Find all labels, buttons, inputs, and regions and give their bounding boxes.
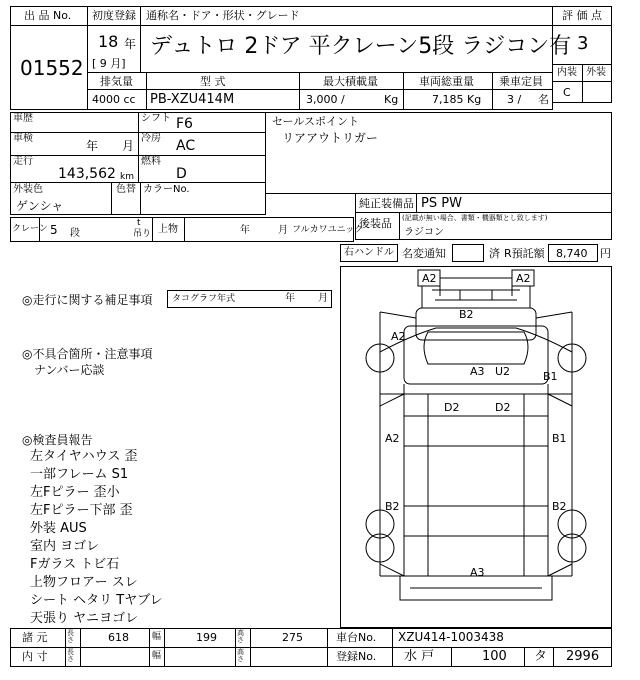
recycle-amount: 8,740 <box>556 247 588 260</box>
inspector-item: Fガラス トビ石 <box>30 557 120 572</box>
score-label: 評 価 点 <box>562 9 602 22</box>
sales-point-label: セールスポイント <box>272 115 360 128</box>
capacity-label: 乗車定員 <box>499 75 543 88</box>
right-hand-label: 右ハンドル <box>344 247 394 258</box>
score: 3 <box>577 33 589 54</box>
tachograph-year-unit: 年 <box>285 293 295 304</box>
chassis-label: 車台No. <box>336 631 377 644</box>
reg-month: [ 9 月] <box>92 57 126 70</box>
interior-dims-label: 内 寸 <box>22 650 48 663</box>
inspection-label: 車検 <box>13 133 33 144</box>
driving-notes-label: ◎走行に関する補足事項 <box>22 293 153 307</box>
int-length-cell <box>80 647 150 667</box>
name-change-label: 名変通知 <box>402 247 446 260</box>
length: 618 <box>108 631 129 644</box>
upper-month-unit: 月 <box>278 225 288 236</box>
plate-label: 登録No. <box>336 650 377 663</box>
gross-weight: 7,185 Kg <box>432 93 482 106</box>
damage-mark: A2 <box>385 432 400 445</box>
aftermarket-note: (記載が無い場合、書類・機器類とし致します) <box>402 214 548 222</box>
interior-grade: C <box>563 86 571 99</box>
inspector-item: シート ヘタリ Tヤブレ <box>30 593 163 608</box>
vehicle-damage-diagram <box>340 266 612 628</box>
int-height-cell <box>250 647 328 667</box>
ext-color: ゲンシャ <box>16 199 64 213</box>
dims-label: 諸 元 <box>22 631 48 644</box>
ac: AC <box>176 138 196 154</box>
fuel-label: 燃料 <box>141 156 161 167</box>
recycle-unit: 円 <box>600 247 611 260</box>
upper-year-unit: 年 <box>240 225 250 236</box>
damage-mark: D2 <box>444 401 460 414</box>
int-height-label: 高さ <box>237 648 244 663</box>
damage-mark: B2 <box>459 308 474 321</box>
int-width-label: 幅 <box>152 651 162 661</box>
damage-mark: B2 <box>552 500 567 513</box>
capacity-unit: 名 <box>538 93 549 106</box>
upper-label: 上物 <box>158 224 178 235</box>
inspector-item: 天張り ヤニヨゴレ <box>30 611 139 626</box>
inspector-item: 外装 AUS <box>30 521 87 536</box>
exterior-grade-cell <box>582 81 612 103</box>
aftermarket: ラジコン <box>404 227 444 238</box>
factory-equip: PS PW <box>421 196 462 211</box>
damage-mark: B1 <box>552 432 567 445</box>
length-label: 長さ <box>67 629 74 644</box>
max-load-label: 最大積載量 <box>323 75 378 88</box>
damage-mark: B2 <box>385 500 400 513</box>
lot-no: 01552 <box>20 56 84 80</box>
crane-stages-unit: 段 <box>70 228 80 239</box>
shift-label: シフト <box>141 113 171 124</box>
exterior-label: 外装 <box>586 67 606 78</box>
history-label: 車歴 <box>13 113 33 124</box>
shift: F6 <box>176 116 193 132</box>
recycle-prefix: 済 <box>489 247 500 260</box>
inspector-item: 室内 ヨゴレ <box>30 539 100 554</box>
model: PB-XZU414M <box>150 92 235 107</box>
inspector-item: 上物フロアー スレ <box>30 575 138 590</box>
int-length-label: 長さ <box>67 648 74 663</box>
damage-mark: A3 <box>470 566 485 579</box>
damage-mark: D2 <box>495 401 511 414</box>
first-reg-label: 初度登録 <box>92 9 136 22</box>
model-label: 型 式 <box>200 75 226 88</box>
inspector-item: 左Fピラー 歪小 <box>30 485 120 500</box>
sales-point: リアアウトリガー <box>282 131 378 145</box>
damage-mark: A2 <box>516 272 531 285</box>
color-no-label: カラーNo. <box>143 184 190 195</box>
crane-maker: フルカワユニック <box>292 225 364 235</box>
fuel: D <box>176 166 187 182</box>
plate-number: 2996 <box>566 649 600 664</box>
name-change-box <box>452 244 484 262</box>
tachograph-label: タコグラフ年式 <box>172 294 236 304</box>
damage-mark: A2 <box>391 330 406 343</box>
inspector-item: 左タイヤハウス 歪 <box>30 449 138 464</box>
inspector-item: 一部フレーム S1 <box>30 467 129 482</box>
defects-label: ◎不具合箇所・注意事項 <box>22 347 153 361</box>
defect-item: ナンバー応談 <box>34 363 105 377</box>
inspection-year-unit: 年 <box>86 139 99 153</box>
capacity: 3 / <box>507 93 522 106</box>
height-label: 高さ <box>237 629 244 644</box>
mileage-unit: km <box>120 172 134 182</box>
name-header: 通称名・ドア・形状・グレード <box>146 9 300 22</box>
displacement: 4000 cc <box>92 93 136 106</box>
ext-color-label: 外装色 <box>13 184 43 195</box>
recycle-label: R預託額 <box>504 247 545 260</box>
height: 275 <box>282 631 303 644</box>
crane-tons-unit: t <box>137 218 141 228</box>
crane-hoist-unit: 吊り <box>133 229 152 239</box>
width-label: 幅 <box>152 632 162 642</box>
vehicle-name: デュトロ 2ドア 平クレーン5段 ラジコン有 <box>150 34 572 59</box>
width: 199 <box>196 631 217 644</box>
max-load-unit: Kg <box>384 93 399 106</box>
plate-kana: タ <box>534 649 548 664</box>
plate-class: 100 <box>482 649 507 664</box>
displacement-label: 排気量 <box>100 75 133 88</box>
color-change-label: 色替 <box>116 184 136 195</box>
mileage: 143,562 <box>58 166 116 182</box>
reg-year: 18 <box>98 32 119 51</box>
crane-stages: 5 <box>50 223 58 237</box>
factory-equip-label: 純正装備品 <box>359 197 414 210</box>
inspector-label: ◎検査員報告 <box>22 433 93 447</box>
mileage-label: 走行 <box>13 156 33 167</box>
reg-year-unit: 年 <box>124 37 137 51</box>
chassis: XZU414-1003438 <box>398 630 504 644</box>
damage-mark: A2 <box>422 272 437 285</box>
damage-mark: A3 <box>470 365 485 378</box>
interior-label: 内装 <box>557 67 577 78</box>
ac-label: 冷房 <box>141 133 161 144</box>
gross-weight-label: 車両総重量 <box>419 75 474 88</box>
damage-mark: B1 <box>543 370 558 383</box>
crane-label: クレーン <box>12 224 48 234</box>
inspector-item: 左Fピラー下部 歪 <box>30 503 133 518</box>
plate-region: 水 戸 <box>404 649 435 664</box>
max-load: 3,000 / <box>306 93 345 106</box>
lot-no-label: 出 品 No. <box>24 9 72 22</box>
int-width-cell <box>164 647 236 667</box>
aftermarket-label: 後装品 <box>359 217 392 230</box>
inspection-month-unit: 月 <box>122 139 135 153</box>
damage-mark: U2 <box>495 365 511 378</box>
tachograph-month-unit: 月 <box>318 293 328 304</box>
